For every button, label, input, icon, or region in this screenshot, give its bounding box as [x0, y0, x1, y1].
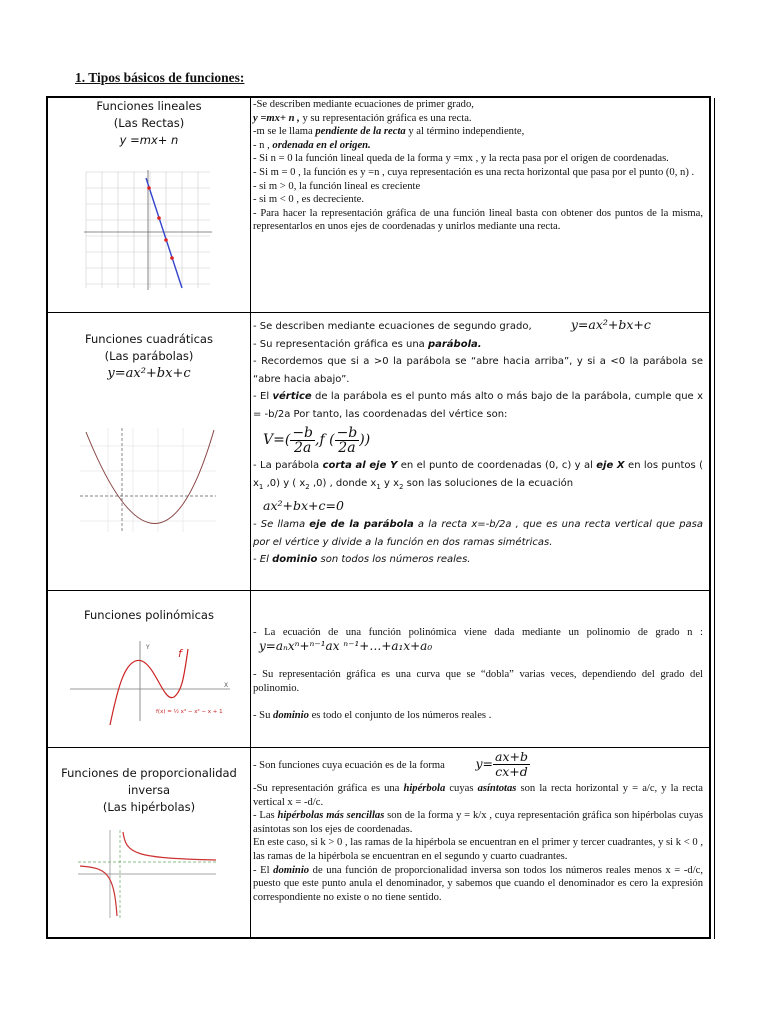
quadratic-description: - Se describen mediante ecuaciones de segundo grado, y=ax²+bx+c - Su representación gráfica es una parábola. - Recordemos que si a >0 la parábola se “abre hacia arriba”, y si a <0 la parábola se “abre hacia abajo”. - El vértice de la parábola es el punto más alto o más bajo de la parábola, cumple que x = -b/2a Por tanto, las coordenadas del vértice son: V=( $\frac{-b}{2a}$ ,f ( $\frac{-b}{2a}$ )) - La parábola corta al eje Y en el punto de coordenadas (0, c) y al eje X en los puntos ( $x_1$ ,0) y ( $x_2$ ,0) , donde $x_1$ y $x_2$ son las soluciones de la ecuación ax²+bx+c=0 - Se llama eje de la parábola a la recta x=-b/2a , que es una recta vertical que pasa por el vértice y divide a la función en dos ramas simétricas. - El dominio son todos los números reales. [253, 317, 704, 565]
hyperbola-title: Funciones de proporcionalidad inversa (Las hipérbolas) [61, 766, 237, 814]
quadratic-graph [78, 426, 218, 536]
polynomial-description: - La ecuación de una función polinómica viene dada mediante un polinomio de grado n : y=aₙxⁿ+ⁿ⁻¹ax ⁿ⁻¹+…+a₁x+a₀ - Su representación gráfica es una curva que se “dobla” varias veces, dependiendo del grado del polinomio. - Su dominio es todo el conjunto de los números reales . [253, 627, 703, 722]
polynomial-axis-y: Y [146, 644, 150, 651]
polynomial-formula-label: f(x) = ½ x³ − x² − x + 1 [156, 709, 223, 715]
page-heading: 1. Tipos básicos de funciones: [75, 70, 245, 85]
hyperbola-description: - Son funciones cuya ecuación es de la forma y= $\frac{ax+b}{cx+d}$ -Su representación gráfica es una hipérbola cuyas asíntotas son la recta horizontal y = a/c, y la recta vertical x = -d/c. - Las hipérbolas más sencillas son de la forma y = k/x , cuya representación gráfica son hipérbolas cuyas asíntotas son los ejes de coordenadas. En este caso, si k > 0 , las ramas de la hipérbola se encuentran en el primer y tercer cuadrantes, y si k < 0 , las ramas de la hipérbola se encuentran en el segundo y cuarto cuadrantes. - El dominio de una función de proporcionalidad inversa son todos los números reales menos x = -d/c, puesto que este punto anula el denominador, y sabemos que cuando el denominador es cero la expresión correspondiente no existe o no tiene sentido. [253, 749, 703, 903]
row-divider [48, 312, 709, 313]
hyperbola-graph [76, 828, 220, 920]
linear-description: -Se describen mediante ecuaciones de primer grado, y =mx+ n , y su representación gráfica es una recta. -m se le llama pendiente de la recta y al término independiente, - n , ordenada en el origen. - Si n = 0 la función lineal queda de la forma y =mx , y la recta pasa por el origen de coordenadas. - Si m = 0 , la función es y =n , cuya representación es una recta horizontal que pasa por el punto (0, n) . - si m > 0, la función lineal es creciente - si m < 0 , es decreciente. - Para hacer la representación gráfica de una función lineal basta con obtener dos puntos de la misma, representarlos en unos ejes de coordenadas y unirlos mediante una recta. [253, 99, 703, 233]
polynomial-title: Funciones polinómicas [84, 608, 214, 622]
polynomial-graph [68, 637, 234, 725]
polynomial-curve-label: f [178, 647, 182, 660]
vertex-formula: V=( $\frac{-b}{2a}$ ,f ( $\frac{-b}{2a}$ )) [263, 424, 371, 456]
linear-title: Funciones lineales (Las Rectas) y =mx+ n [96, 99, 202, 147]
column-divider [250, 98, 251, 937]
linear-graph [82, 168, 214, 292]
polynomial-axis-x: X [224, 682, 229, 689]
quadratic-title: Funciones cuadráticas (Las parábolas) y=ax²+bx+c [85, 332, 213, 381]
row-divider [48, 590, 709, 591]
